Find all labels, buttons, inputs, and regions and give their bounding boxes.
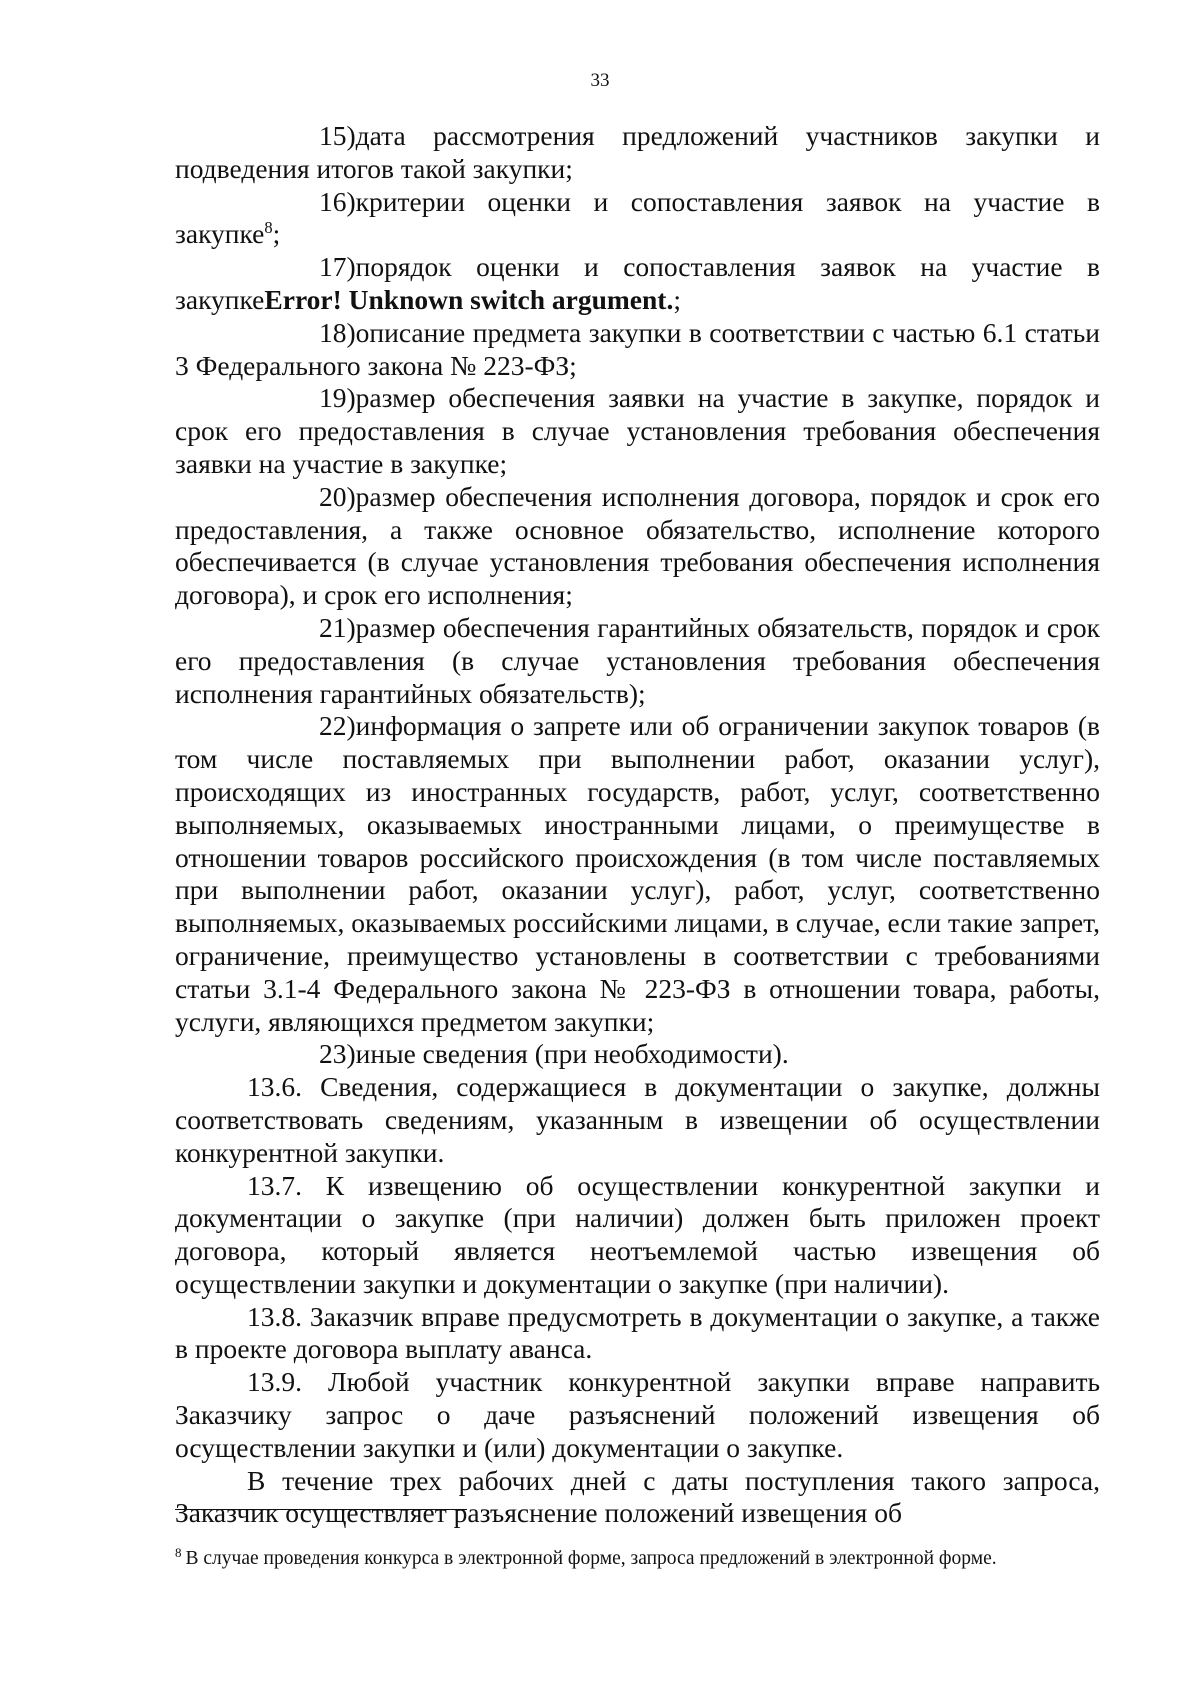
list-item-17 xyxy=(175,251,1100,317)
item-text: порядок оценки и сопоставления заявок на участие в закупке xyxy=(175,251,1100,315)
item-number: 21) xyxy=(319,611,356,643)
item-number: 16) xyxy=(319,185,356,217)
item-tail: ; xyxy=(673,283,681,315)
footnote xyxy=(175,1546,1100,1572)
footnote-mark: 8 xyxy=(175,1544,182,1560)
item-text: размер обеспечения заявки на участие в закупке, порядок и срок его предоставления в случае установления требования обеспечения заявки на участие в закупке; xyxy=(175,382,1100,479)
clause-13-7: 13.7. К извещению об осуществлении конкурентной закупки и документации о закупке (при наличии) должен быть приложен проект договора, который является неотъемлемой частью извещения об осуществлении закупки и документации о закупке (при наличии). xyxy=(175,1169,1100,1299)
item-text: описание предмета закупки в соответствии с частью 6.1 статьи 3 Федерального закона № 223-ФЗ; xyxy=(175,316,1100,381)
item-text: дата рассмотрения предложений участников закупки и подведения итогов такой закупки; xyxy=(175,120,1100,184)
list-item-19 xyxy=(175,382,1100,480)
item-number: 19) xyxy=(319,382,356,414)
footnote-reference[interactable]: 8 xyxy=(264,218,273,238)
list-item-16 xyxy=(175,186,1100,252)
list-item-22 xyxy=(175,710,1100,1038)
footnote-separator xyxy=(175,1509,467,1510)
list-item-15 xyxy=(175,120,1100,186)
item-tail: ; xyxy=(272,218,281,250)
list-item-23 xyxy=(175,1038,1100,1071)
item-text: критерии оценки и сопоставления заявок на участие в закупке xyxy=(175,185,1100,250)
clause-13-8: 13.8. Заказчик вправе предусмотреть в документации о закупке, а также в проекте договора выплату аванса. xyxy=(175,1300,1100,1365)
item-text: иные сведения (при необходимости). xyxy=(355,1038,789,1070)
clause-13-9-continuation: В течение трех рабочих дней с даты поступления такого запроса, Заказчик осуществляет разъяснение положений извещения об xyxy=(175,1464,1100,1529)
clause-13-9: 13.9. Любой участник конкурентной закупки вправе направить Заказчику запрос о даче разъяснений положений извещения об осуществлении закупки и (или) документации о закупке. xyxy=(175,1366,1100,1463)
item-text: размер обеспечения гарантийных обязательств, порядок и срок его предоставления (в случае установления требования обеспечения исполнения гарантийных обязательств); xyxy=(175,611,1100,709)
item-number: 17) xyxy=(319,251,356,283)
list-item-20 xyxy=(175,481,1100,612)
list-item-18 xyxy=(175,317,1100,383)
item-number: 23) xyxy=(319,1038,356,1070)
clause-13-6: 13.6. Сведения, содержащиеся в документации о закупке, должны соответствовать сведениям, указанным в извещении об осуществлении конкурентной закупки. xyxy=(175,1071,1100,1168)
list-item-21 xyxy=(175,612,1100,710)
item-number: 22) xyxy=(319,710,356,742)
item-text: размер обеспечения исполнения договора, порядок и срок его предоставления, а также основное обязательство, исполнение которого обеспечивается (в случае установления требования обеспечения исполнения договора), и срок его исполнения; xyxy=(175,480,1100,611)
item-number: 20) xyxy=(319,480,356,512)
item-number: 15) xyxy=(319,120,356,151)
page-number: 33 xyxy=(590,70,610,91)
field-error-text: Error! Unknown switch argument. xyxy=(264,283,674,315)
item-number: 18) xyxy=(319,316,356,348)
item-text: информация о запрете или об ограничении закупок товаров (в том числе поставляемых при выполнении работ, оказании услуг), происходящих из иностранных государств, работ, услуг, соответственно выполняемых, оказываемых иностранными лицами, о преимуществе в отношении товаров российского происхождения (в том числе поставляемых при выполнении работ, оказании услуг), работ, услуг, соответственно выполняемых, оказываемых российскими лицами, в случае, если такие запрет, ограничение, преимущество установлены в соответствии с требованиями статьи 3.1-4 Федерального закона № 223-ФЗ в отношении товара, работы, услуги, являющихся предметом закупки; xyxy=(175,710,1100,1037)
document-body xyxy=(175,120,1100,1530)
footnote-text: В случае проведения конкурса в электронной форме, запроса предложений в электронной форме. xyxy=(185,1548,997,1569)
